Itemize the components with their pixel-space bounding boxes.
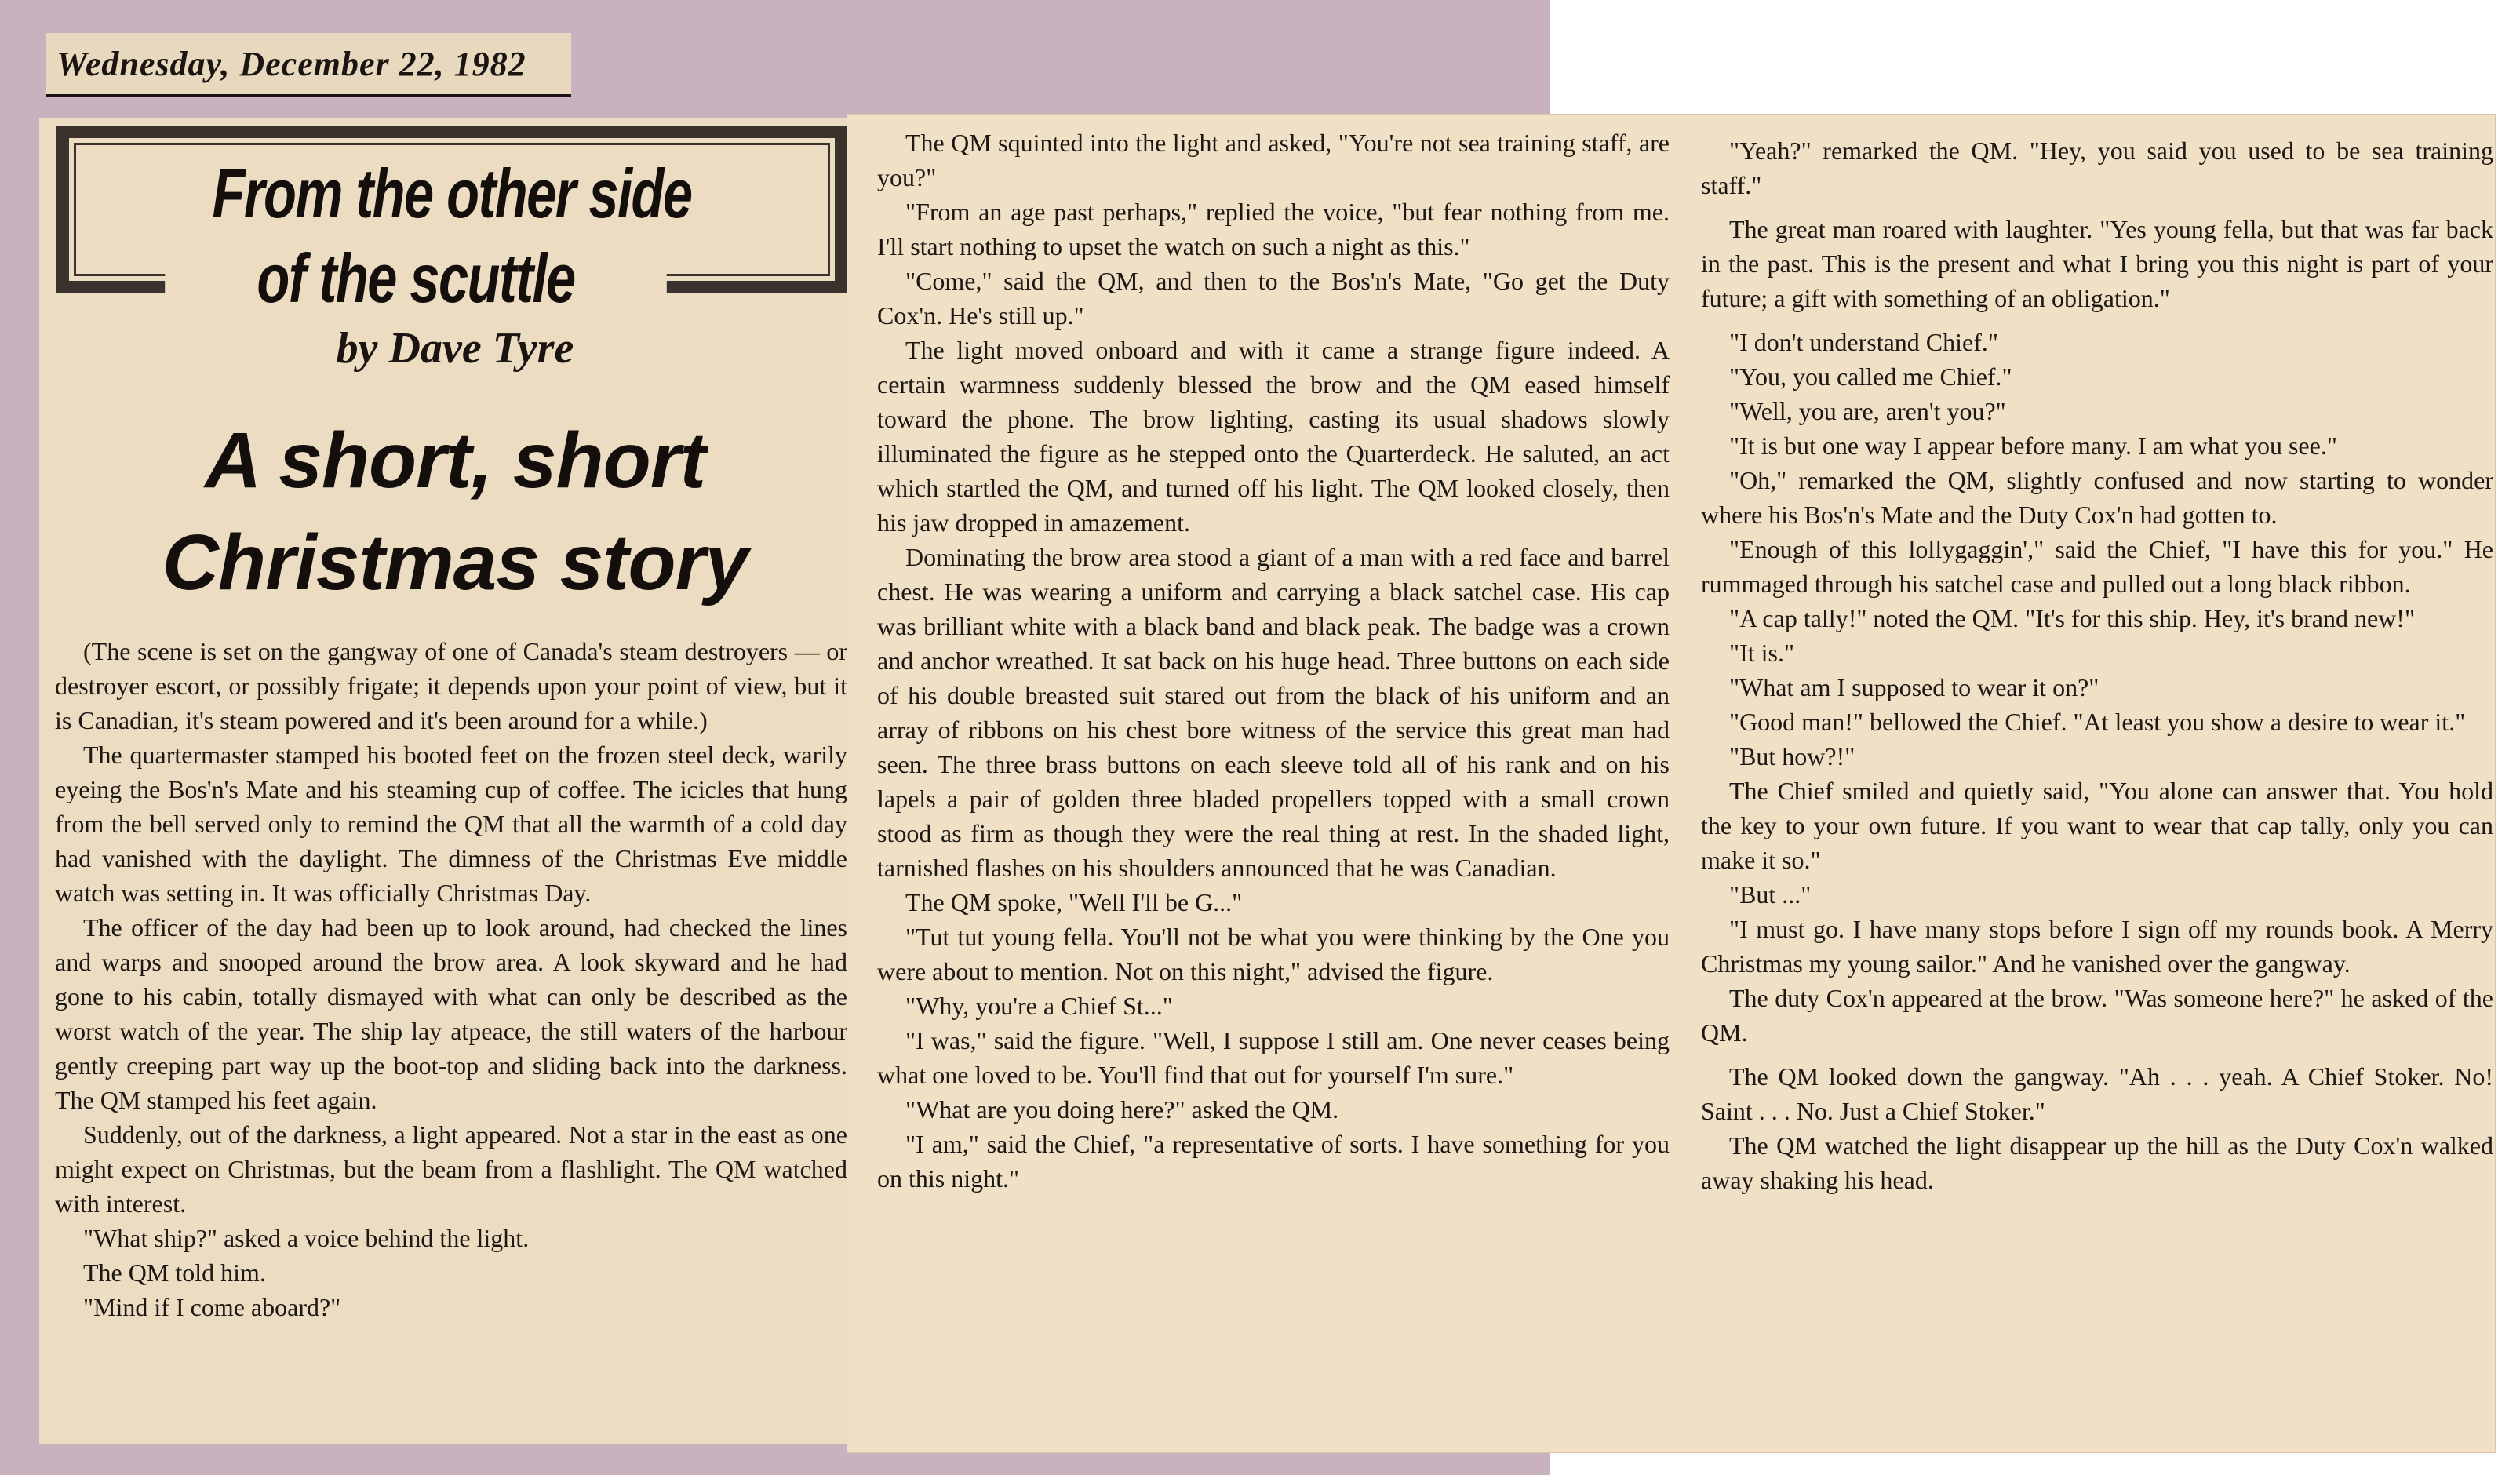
paragraph: "It is but one way I appear before many. I am what you see." [1729, 432, 2337, 460]
paragraph: "Well, you are, aren't you?" [1729, 397, 2006, 425]
paragraph: "You, you called me Chief." [1729, 362, 2012, 391]
paragraph: The quartermaster stamped his booted feet on the frozen steel deck, warily eyeing the Bos'n's Mate and his steaming cup of coffee. The icicles that hung from the bell served only to remind the QM that all the warmth of a cold day had vanished with the daylight. The dimness of the Christmas Eve middle watch was setting in. It was officially Christmas Day. [55, 741, 847, 907]
paragraph: "From an age past perhaps," replied the voice, "but fear nothing from me. I'll start nothing to upset the watch on such a night as this." [877, 198, 1670, 260]
paragraph: "What am I supposed to wear it on?" [1729, 673, 2099, 701]
paragraph: The QM told him. [83, 1258, 266, 1287]
paragraph: "I don't understand Chief." [1729, 328, 1998, 356]
column-title-line1: From the other side [212, 155, 692, 232]
paragraph: "I am," said the Chief, "a representative of sorts. I have something for you on this night." [877, 1130, 1670, 1193]
headline-line1: A short, short [205, 417, 705, 504]
paragraph: The QM squinted into the light and asked, "You're not sea training staff, are you?" [877, 129, 1670, 191]
paragraph: "Oh," remarked the QM, slightly confused and now starting to wonder where his Bos'n's Mate and the Duty Cox'n had gotten to. [1701, 466, 2493, 529]
date-strip [46, 33, 571, 97]
headline-line2: Christmas story [162, 519, 748, 606]
article-column-3 [1701, 133, 2493, 1197]
issue-date: Wednesday, December 22, 1982 [56, 45, 526, 83]
paragraph: "I must go. I have many stops before I sign off my rounds book. A Merry Christmas my young sailor." And he vanished over the gangway. [1701, 915, 2493, 978]
paragraph: Suddenly, out of the darkness, a light appeared. Not a star in the east as one might expect on Christmas, but the beam from a flashlight. The QM watched with interest. [55, 1120, 847, 1218]
byline: by Dave Tyre [336, 324, 574, 373]
paragraph: "What are you doing here?" asked the QM. [905, 1095, 1339, 1124]
paragraph: "Why, you're a Chief St..." [905, 992, 1173, 1020]
paragraph: "Enough of this lollygaggin'," said the Chief, "I have this for you." He rummaged through his satchel case and pulled out a long black ribbon. [1701, 535, 2493, 598]
paragraph: "Yeah?" remarked the QM. "Hey, you said you used to be sea training staff." [1701, 137, 2493, 199]
paragraph: The QM watched the light disappear up the hill as the Duty Cox'n walked away shaking his head. [1701, 1131, 2493, 1194]
paragraph: "Tut tut young fella. You'll not be what you were thinking by the One you were about to mention. Not on this night," advised the figure. [877, 923, 1670, 985]
article-column-2 [877, 126, 1670, 1196]
paragraph: "It is." [1729, 639, 1795, 667]
paragraph: (The scene is set on the gangway of one of Canada's steam destroyers — or destroyer escort, or possibly frigate; it depends upon your point of view, but it is Canadian, it's steam powered and it's been around for a while.) [55, 637, 847, 734]
column-title-line2: of the scuttle [165, 239, 667, 319]
paragraph: "But ..." [1729, 880, 1812, 909]
paragraph: "But how?!" [1729, 742, 1855, 770]
paragraph: The light moved onboard and with it came a strange figure indeed. A certain warmness suddenly blessed the brow and the QM eased himself toward the phone. The brow lighting, casting its usual shadows slowly illuminated the figure as he stepped onto the Quarterdeck. He saluted, an act which startled the QM, and turned off his light. The QM looked closely, then his jaw dropped in amazement. [877, 336, 1670, 537]
paragraph: The QM spoke, "Well I'll be G..." [905, 888, 1243, 916]
paragraph: "What ship?" asked a voice behind the light. [83, 1224, 530, 1252]
paragraph: "Come," said the QM, and then to the Bos'n's Mate, "Go get the Duty Cox'n. He's still up." [877, 267, 1670, 330]
paragraph: The QM looked down the gangway. "Ah . . . yeah. A Chief Stoker. No! Saint . . . No. Just a Chief Stoker." [1701, 1062, 2493, 1125]
paragraph: Dominating the brow area stood a giant of a man with a red face and barrel chest. He was wearing a uniform and carrying a black satchel case. His cap was brilliant white with a black band and black peak. The badge was a crown and anchor wreathed. It sat back on his huge head. Three buttons on each side of his double breasted suit stared out from the black of his uniform and an array of ribbons on his chest bore witness of the service this great man had seen. The three brass buttons on each sleeve told all of his rank and on his lapels a pair of golden three bladed propellers topped with a small crown stood as firm as though they were the real thing at rest. In the shaded light, tarnished flashes on his shoulders announced that he was Canadian. [877, 543, 1670, 882]
article-column-1 [55, 634, 847, 1324]
paragraph: "Good man!" bellowed the Chief. "At least you show a desire to wear it." [1729, 708, 2466, 736]
paragraph: The great man roared with laughter. "Yes young fella, but that was far back in the past. This is the present and what I bring you this night is part of your future; a gift with something of an obligation." [1701, 215, 2493, 312]
paragraph: "Mind if I come aboard?" [83, 1293, 341, 1321]
paragraph: The Chief smiled and quietly said, "You alone can answer that. You hold the key to your own future. If you want to wear that cap tally, only you can make it so." [1701, 777, 2493, 874]
paragraph: "I was," said the figure. "Well, I suppose I still am. One never ceases being what one loved to be. You'll find that out for yourself I'm sure." [877, 1026, 1670, 1089]
paragraph: The duty Cox'n appeared at the brow. "Was someone here?" he asked of the QM. [1701, 984, 2493, 1047]
paragraph: The officer of the day had been up to look around, had checked the lines and warps and snooped around the brow area. A look skyward and he had gone to his cabin, totally dismayed with what can only be described as the worst watch of the year. The ship lay atpeace, the still waters of the harbour gently creeping part way up the boot-top and sliding back into the darkness. The QM stamped his feet again. [55, 913, 847, 1114]
paragraph: "A cap tally!" noted the QM. "It's for this ship. Hey, it's brand new!" [1729, 604, 2415, 632]
